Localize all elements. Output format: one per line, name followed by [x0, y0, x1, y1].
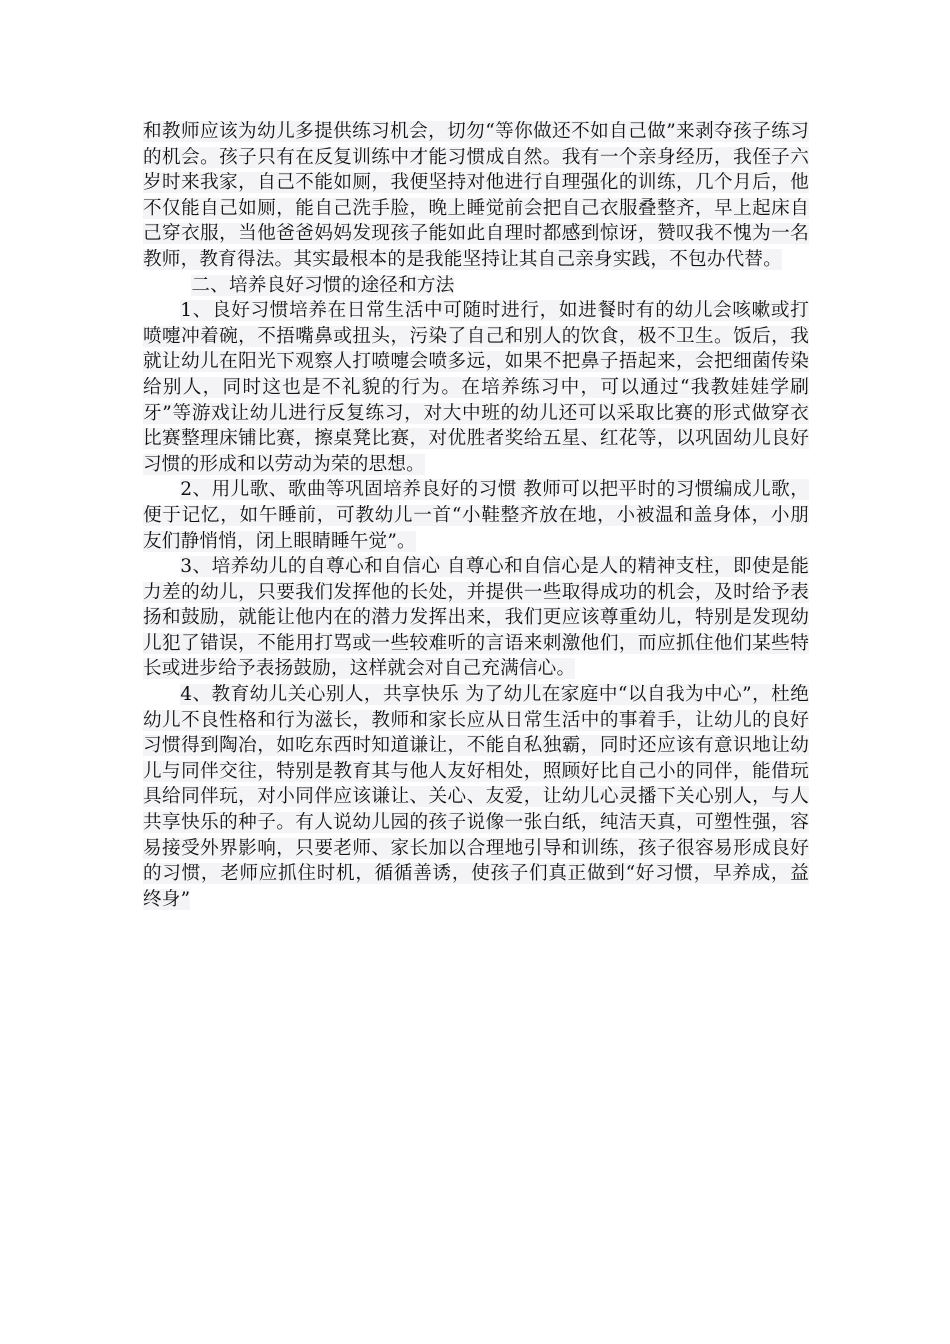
paragraph-2: [143, 477, 809, 554]
paragraph-4: [143, 682, 809, 912]
paragraph-1-text: 1、良好习惯培养在日常生活中可随时进行，如进餐时有的幼儿会咳嗽或打喷嚏冲着碗，不捂嘴鼻或扭头，污染了自己和别人的饮食，极不卫生。饭后，我就让幼儿在阳光下观察人打喷嚏会喷多远，如果不把鼻子捂起来，会把细菌传染给别人，同时这也是不礼貌的行为。在培养练习中，可以通过“我教娃娃学刷牙”等游戏让幼儿进行反复练习，对大中班的幼儿还可以采取比赛的形式做穿衣比赛整理床铺比赛，擦桌凳比赛，对优胜者奖给五星、红花等，以巩固幼儿良好习惯的形成和以劳动为荣的思想。: [143, 300, 809, 475]
document-body: [143, 119, 809, 912]
section-heading: [143, 273, 809, 299]
intro-paragraph: [143, 119, 809, 273]
paragraph-2-text: 2、用儿歌、歌曲等巩固培养良好的习惯 教师可以把平时的习惯编成儿歌，便于记忆，如午睡前，可教幼儿一首“小鞋整齐放在地，小被温和盖身体，小朋友们静悄悄，闭上眼睛睡午觉”。: [143, 479, 809, 552]
paragraph-1: [143, 298, 809, 477]
section-heading-text: 二、培养良好习惯的途径和方法: [191, 274, 455, 296]
intro-paragraph-text: 和教师应该为幼儿多提供练习机会，切勿“等你做还不如自己做”来剥夺孩子练习的机会。孩子只有在反复训练中才能习惯成自然。我有一个亲身经历，我侄子六岁时来我家，自己不能如厕，我便坚持对他进行自理强化的训练，几个月后，他不仅能自己如厕，能自己洗手脸，晚上睡觉前会把自己衣服叠整齐，早上起床自己穿衣服，当他爸爸妈妈发现孩子能如此自理时都感到惊讶，赞叹我不愧为一名教师，教育得法。其实最根本的是我能坚持让其自己亲身实践，不包办代替。: [143, 121, 809, 270]
paragraph-3-text: 3、培养幼儿的自尊心和自信心 自尊心和自信心是人的精神支柱，即使是能力差的幼儿，只要我们发挥他的长处，并提供一些取得成功的机会，及时给予表扬和鼓励，就能让他内在的潜力发挥出来，我们更应该尊重幼儿，特别是发现幼儿犯了错误，不能用打骂或一些较难听的言语来刺激他们，而应抓住他们某些特长或进步给予表扬鼓励，这样就会对自己充满信心。: [143, 556, 809, 680]
paragraph-4-text: 4、教育幼儿关心别人，共享快乐 为了幼儿在家庭中“以自我为中心”，杜绝幼儿不良性格和行为滋长，教师和家长应从日常生活中的事着手，让幼儿的良好习惯得到陶冶，如吃东西时知道谦让，不能自私独霸，同时还应该有意识地让幼儿与同伴交往，特别是教育其与他人友好相处，照顾好比自己小的同伴，能借玩具给同伴玩，对小同伴应该谦让、关心、友爱，让幼儿心灵播下关心别人，与人共享快乐的种子。有人说幼儿园的孩子说像一张白纸，纯洁天真，可塑性强，容易接受外界影响，只要老师、家长加以合理地引导和训练，孩子很容易形成良好的习惯，老师应抓住时机，循循善诱，使孩子们真正做到“好习惯，早养成，益终身”: [143, 684, 809, 910]
paragraph-3: [143, 554, 809, 682]
